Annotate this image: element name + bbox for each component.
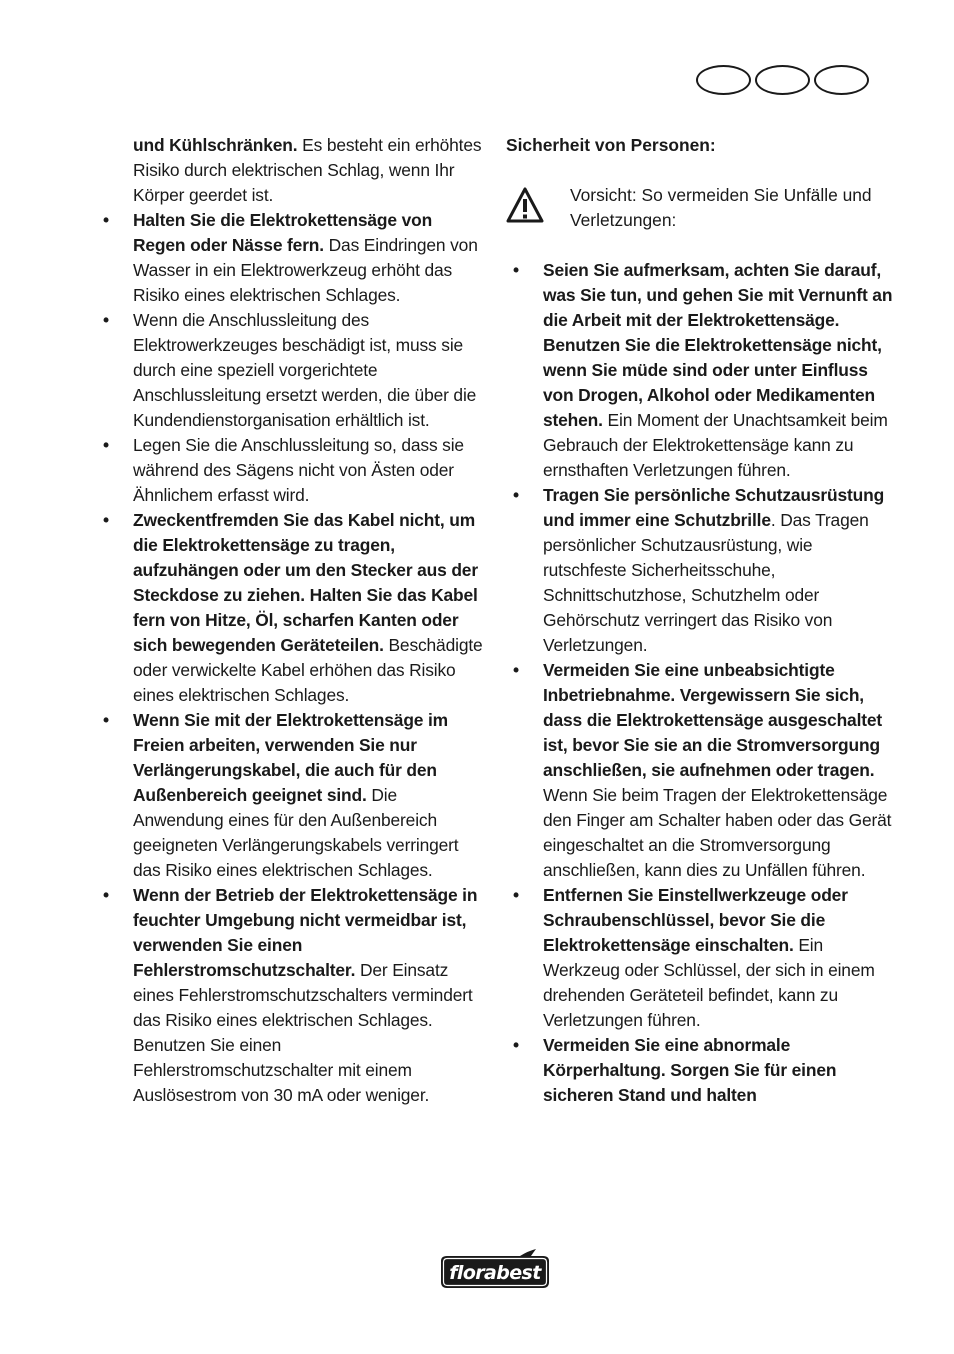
language-ovals	[696, 65, 869, 95]
section-heading: Sicherheit von Personen:	[506, 135, 716, 155]
bold-text: Wenn der Betrieb der Elektrokettensäge in feuchter Umgebung nicht vermeidbar ist, verwenden Sie einen Fehlerstromschutzschalter.	[133, 885, 478, 980]
bold-text: Vermeiden Sie eine abnormale Körperhaltung. Sorgen Sie für einen sicheren Stand und halten	[543, 1035, 837, 1105]
bullet: •	[103, 210, 109, 230]
bold-text: und Kühlschränken.	[133, 135, 298, 155]
left-column	[96, 133, 484, 1108]
warning-notice	[506, 183, 894, 233]
bullet: •	[103, 885, 109, 905]
bullet: •	[513, 660, 519, 680]
bullet: •	[513, 1035, 519, 1055]
bullet: •	[103, 310, 109, 330]
body-text: Wenn die Anschlussleitung des Elektrowerkzeuges beschädigt ist, muss sie durch eine speziell vorgerichtete Anschlussleitung ersetzt werden, die über die Kundendienstorganisation erhältlich ist.	[133, 310, 477, 430]
bold-text: Entfernen Sie Einstellwerkzeuge oder Schraubenschlüssel, bevor Sie die Elektrokettensäge einschalten.	[543, 885, 848, 955]
list-item	[96, 208, 484, 308]
bullet: •	[513, 485, 519, 505]
bold-text: Seien Sie aufmerksam, achten Sie darauf, was Sie tun, und gehen Sie mit Vernunft an die Arbeit mit der Elektrokettensäge. Benutzen Sie die Elektrokettensäge nicht, wenn Sie müde sind oder unter Einfluss von Drogen, Alkohol oder Medikamenten stehen.	[543, 260, 893, 430]
florabest-logo	[438, 1248, 552, 1290]
warning-text: Vorsicht: So vermeiden Sie Unfälle und Verletzungen:	[570, 185, 872, 230]
body-text: Der Einsatz eines Fehlerstromschutzschalters vermindert das Risiko eines elektrischen Schlages. Benutzen Sie einen Fehlerstromschutzschalter mit einem Auslösestrom von 30 mA oder weniger.	[133, 960, 473, 1105]
bold-text: Tragen Sie persönliche Schutzausrüstung und immer eine Schutzbrille	[543, 485, 885, 530]
list-item	[96, 883, 484, 1108]
bullet: •	[103, 435, 109, 455]
warning-triangle-icon	[506, 183, 570, 233]
body-text: Das Eindringen von Wasser in ein Elektrowerkzeug erhöht das Risiko eines elektrischen Schlages.	[133, 235, 478, 305]
bullet: •	[103, 710, 109, 730]
body-text: Legen Sie die Anschlussleitung so, dass sie während des Sägens nicht von Ästen oder Ähnlichem erfasst wird.	[133, 435, 464, 505]
bold-text: Halten Sie die Elektrokettensäge von Regen oder Nässe fern.	[133, 210, 433, 255]
list-item	[506, 658, 894, 883]
list-item	[506, 483, 894, 658]
language-oval-1	[696, 65, 751, 95]
list-item	[96, 308, 484, 433]
body-text: Beschädigte oder verwickelte Kabel erhöhen das Risiko eines elektrischen Schlages.	[133, 635, 483, 705]
language-oval-3	[814, 65, 869, 95]
bold-text: Wenn Sie mit der Elektrokettensäge im Freien arbeiten, verwenden Sie nur Verlängerungskabel, die auch für den Außenbereich geeignet sind.	[133, 710, 448, 805]
logo-text: florabest	[449, 1262, 541, 1284]
list-item	[96, 508, 484, 708]
body-text: Ein Moment der Unachtsamkeit beim Gebrauch der Elektrokettensäge kann zu ernsthaften Verletzungen führen.	[543, 410, 888, 480]
list-item	[506, 1033, 894, 1108]
language-oval-2	[755, 65, 810, 95]
list-item	[506, 883, 894, 1033]
list-item	[506, 258, 894, 483]
right-column	[506, 133, 894, 1108]
body-text: Ein Werkzeug oder Schlüssel, der sich in einem drehenden Geräteteil befindet, kann zu Verletzungen führen.	[543, 935, 875, 1030]
body-text: Wenn Sie beim Tragen der Elektrokettensäge den Finger am Schalter haben oder das Gerät eingeschaltet an die Stromversorgung anschließen, kann dies zu Unfällen führen.	[543, 785, 892, 880]
bold-text: Zweckentfremden Sie das Kabel nicht, um die Elektrokettensäge zu tragen, aufzuhängen oder um den Stecker aus der Steckdose zu ziehen. Halten Sie das Kabel fern von Hitze, Öl, scharfen Kanten oder sich bewegenden Geräteteilen.	[133, 510, 478, 655]
body-text: Die Anwendung eines für den Außenbereich geeigneten Verlängerungskabels verringert das Risiko eines elektrischen Schlages.	[133, 785, 459, 880]
list-item	[96, 708, 484, 883]
bullet: •	[513, 885, 519, 905]
body-text: Es besteht ein erhöhtes Risiko durch elektrischen Schlag, wenn Ihr Körper geerdet ist.	[133, 135, 482, 205]
bold-text: Vermeiden Sie eine unbeabsichtigte Inbetriebnahme. Vergewissern Sie sich, dass die Elektrokettensäge ausgeschaltet ist, bevor Sie sie an die Stromversorgung anschließen, sie aufnehmen oder tragen.	[543, 660, 883, 780]
body-text: . Das Tragen persönlicher Schutzausrüstung, wie rutschfeste Sicherheitsschuhe, Schnittschutzhose, Schutzhelm oder Gehörschutz verringert das Risiko von Verletzungen.	[543, 510, 869, 655]
bullet: •	[513, 260, 519, 280]
continuation-paragraph	[96, 133, 484, 208]
list-item	[96, 433, 484, 508]
bullet: •	[103, 510, 109, 530]
